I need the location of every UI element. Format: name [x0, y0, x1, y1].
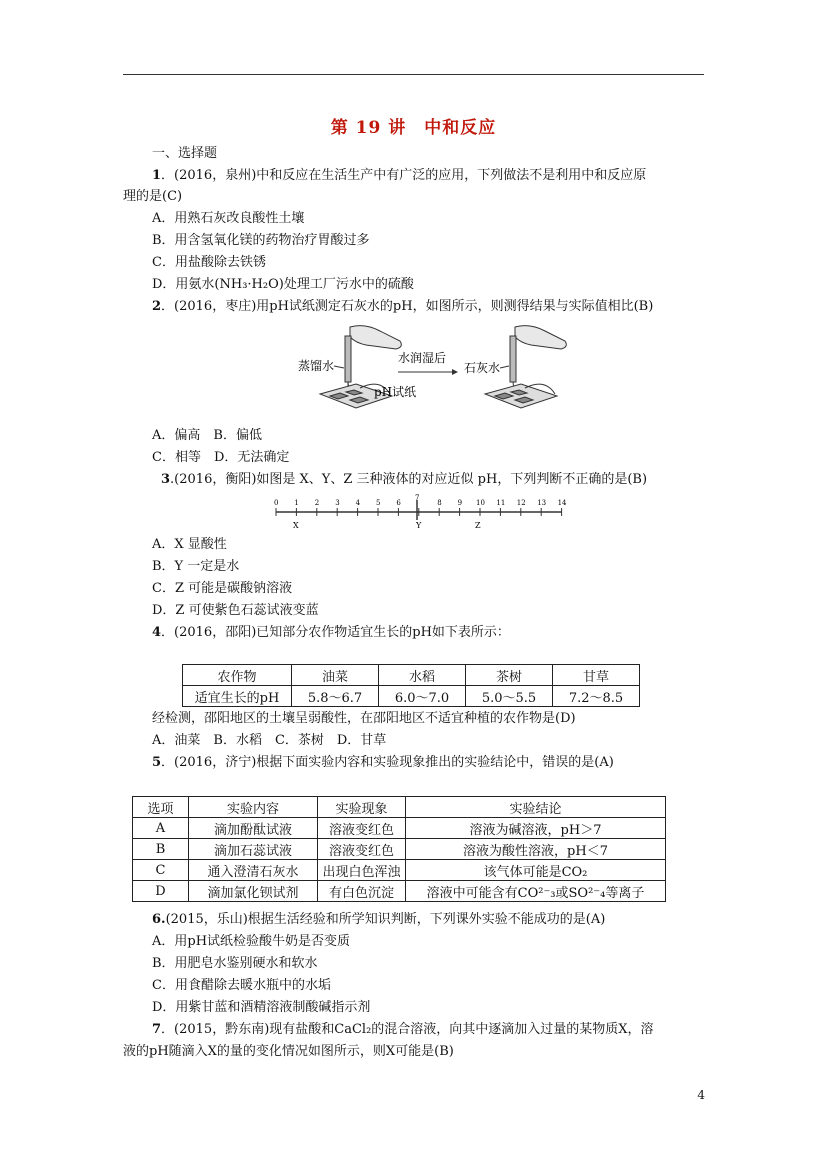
question-text: ．(2016，泉州)中和反应在生活生产中有广泛的应用，下列做法不是利用中和反应原 [161, 168, 647, 183]
page-number: 4 [697, 1088, 705, 1102]
question-1 [152, 166, 646, 186]
ph-scale-figure [270, 492, 570, 534]
table-cell: 7.2～8.5 [553, 686, 640, 707]
header-rule [123, 74, 704, 75]
question-6 [152, 910, 605, 930]
options-row: A．油菜 B．水稻 C．茶树 D．甘草 [152, 733, 387, 748]
question-text-cont: 理的是(C) [123, 189, 183, 204]
question-text: ．(2015，黔东南)现有盐酸和CaCl₂的混合溶液，向其中逐滴加入过量的某物质X，溶 [161, 1022, 654, 1037]
table-cell: 农作物 [183, 665, 292, 686]
table-cell: 6.0～7.0 [379, 686, 466, 707]
question-number: 6. [152, 912, 166, 927]
scale-tick-label: 3 [335, 499, 340, 507]
table-cell: A [133, 818, 189, 839]
table-cell: 滴加石蕊试液 [189, 839, 318, 860]
table-cell: 溶液为碱溶液，pH＞7 [406, 818, 666, 839]
fig-label-moistened: 水润湿后 [398, 351, 447, 365]
table-cell: 实验结论 [406, 797, 666, 818]
option: A．用pH试纸检验酸牛奶是否变质 [152, 934, 351, 949]
option: C．Z 可能是碳酸钠溶液 [152, 581, 293, 596]
ph-test-figure [290, 322, 570, 414]
table-cell: C [133, 860, 189, 881]
marker-z: Z [475, 521, 481, 530]
table-row [133, 860, 666, 881]
scale-tick-label: 14 [557, 499, 567, 507]
section-heading: 一、选择题 [152, 146, 218, 161]
page-title: 第 19 讲 中和反应 [330, 118, 497, 138]
option: B．用含氢氧化镁的药物治疗胃酸过多 [152, 233, 370, 248]
question-text: ．(2016，济宁)根据下面实验内容和实验现象推出的实验结论中，错误的是(A) [161, 755, 614, 770]
table-cell: 溶液中可能含有CO²⁻₃或SO²⁻₄等离子 [406, 881, 666, 902]
option: D．用氨水(NH₃·H₂O)处理工厂污水中的硫酸 [152, 277, 414, 292]
scale-tick-label: 1 [294, 499, 299, 507]
fig-label-ph-paper: pH试纸 [374, 385, 417, 399]
scale-tick-label: 0 [274, 499, 279, 507]
table-cell: 5.8～6.7 [292, 686, 379, 707]
question-text: ．(2016，邵阳)已知部分农作物适宜生长的pH如下表所示： [161, 625, 510, 640]
table-cell: 适宜生长的pH [183, 686, 292, 707]
marker-x: X [293, 521, 299, 530]
table-cell: 水稻 [379, 665, 466, 686]
option: D．用紫甘蓝和酒精溶液制酸碱指示剂 [152, 1000, 371, 1015]
option: B．用肥皂水鉴别硬水和软水 [152, 956, 318, 971]
table-cell: 茶树 [466, 665, 553, 686]
table-cell: 该气体可能是CO₂ [406, 860, 666, 881]
question-text-cont: 液的pH随滴入X的量的变化情况如图所示，则X可能是(B) [123, 1044, 454, 1059]
question-5 [152, 753, 614, 773]
option: A．X 显酸性 [152, 537, 227, 552]
table-row [133, 818, 666, 839]
table-cell: D [133, 881, 189, 902]
question-7 [152, 1020, 654, 1040]
option: D．Z 可使紫色石蕊试液变蓝 [152, 603, 319, 618]
option: C．用盐酸除去铁锈 [152, 255, 266, 270]
table-cell: 溶液为酸性溶液，pH＜7 [406, 839, 666, 860]
table-row [133, 839, 666, 860]
question-4 [152, 623, 510, 643]
table-row [133, 881, 666, 902]
question-number: 5 [152, 755, 162, 770]
question-text: .(2016，衡阳)如图是 X、Y、Z 三种液体的对应近似 pH，下列判断不正确的是(B) [170, 472, 648, 487]
question-text: ．(2016，枣庄)用pH试纸测定石灰水的pH，如图所示，则测得结果与实际值相比(B) [161, 299, 654, 314]
question-number: 1 [152, 168, 162, 183]
crop-ph-table [182, 664, 640, 707]
question-number: 2 [152, 299, 162, 314]
option: A．用熟石灰改良酸性土壤 [152, 211, 305, 226]
scale-tick-label: 13 [537, 499, 547, 507]
table-cell: 溶液变红色 [318, 839, 406, 860]
table-cell: 选项 [133, 797, 189, 818]
scale-tick-label: 5 [376, 499, 381, 507]
fig-label-distilled-water: 蒸馏水 [298, 359, 335, 373]
table-cell: 有白色沉淀 [318, 881, 406, 902]
marker-y: Y [416, 521, 422, 530]
table-cell: 滴加氯化钡试剂 [189, 881, 318, 902]
table-cell: 实验现象 [318, 797, 406, 818]
table-cell: 实验内容 [189, 797, 318, 818]
scale-tick-label: 2 [314, 499, 320, 507]
table-cell: 出现白色浑浊 [318, 860, 406, 881]
table-header-row [183, 665, 640, 686]
table-cell: 5.0～5.5 [466, 686, 553, 707]
scale-top-label: 7 [415, 494, 420, 502]
table-cell: B [133, 839, 189, 860]
option: B．Y 一定是水 [152, 559, 240, 574]
question-3 [161, 470, 647, 490]
question-2 [152, 297, 653, 317]
table-cell: 溶液变红色 [318, 818, 406, 839]
scale-tick-label: 9 [457, 499, 463, 507]
table-cell: 油菜 [292, 665, 379, 686]
scale-tick-label: 11 [496, 499, 506, 507]
option: C．用食醋除去暖水瓶中的水垢 [152, 978, 331, 993]
question-text: (2015，乐山)根据生活经验和所学知识判断，下列课外实验不能成功的是(A) [165, 912, 606, 927]
table-header-row [133, 797, 666, 818]
question-number: 7 [152, 1022, 162, 1037]
question-number: 3 [161, 472, 171, 487]
question-4-followup: 经检测，邵阳地区的土壤呈弱酸性，在邵阳地区不适宜种植的农作物是(D) [152, 711, 576, 726]
scale-tick-label: 8 [437, 499, 442, 507]
scale-tick-label: 10 [476, 499, 485, 507]
table-cell: 甘草 [553, 665, 640, 686]
question-number: 4 [152, 625, 162, 640]
experiment-table [132, 796, 666, 902]
table-cell: 滴加酚酞试液 [189, 818, 318, 839]
table-cell: 通入澄清石灰水 [189, 860, 318, 881]
scale-tick-label: 4 [355, 499, 361, 507]
table-row [183, 686, 640, 707]
options-row: C．相等 D．无法确定 [152, 450, 290, 465]
scale-tick-label: 12 [516, 499, 526, 507]
options-row: A．偏高 B．偏低 [152, 428, 262, 443]
scale-tick-label: 6 [396, 499, 401, 507]
fig-label-limewater: 石灰水 [464, 361, 501, 375]
